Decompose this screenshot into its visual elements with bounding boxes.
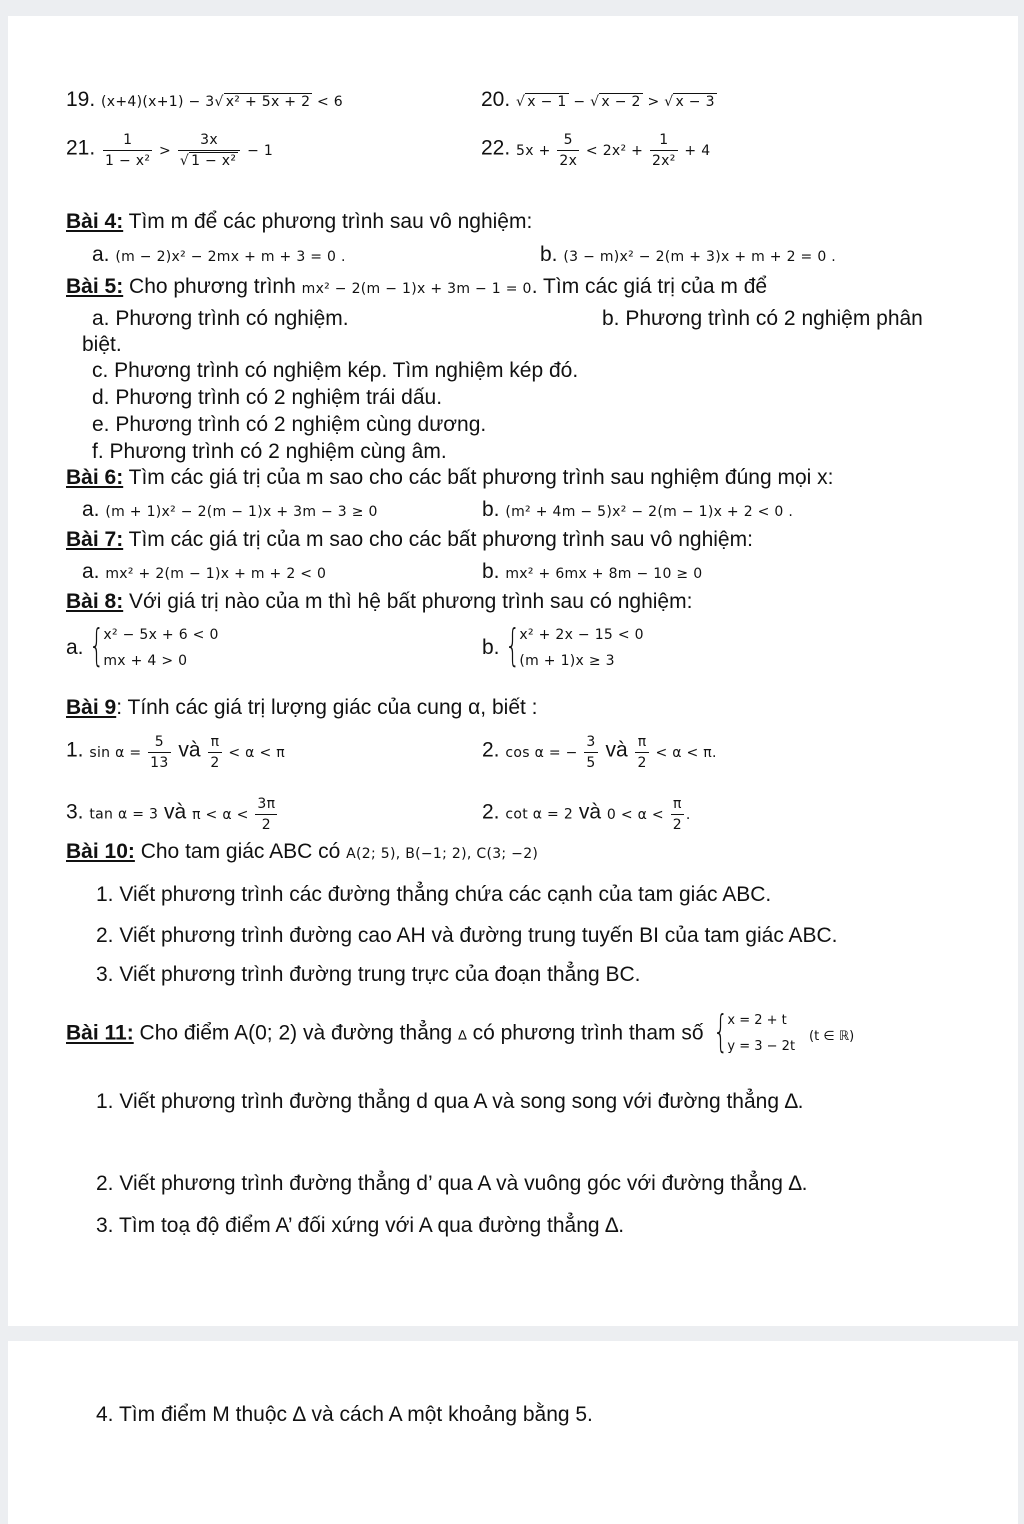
item-label: a. — [82, 498, 100, 521]
radicand: x − 1 — [527, 94, 567, 110]
expr-part: (x+4)(x+1) − 3 — [101, 94, 215, 110]
condition — [206, 734, 285, 771]
problem-number: 21. — [66, 136, 96, 160]
bai5-c — [92, 359, 578, 383]
equation: (m + 1)x² − 2(m − 1)x + 3m − 3 ≥ 0 — [105, 504, 378, 520]
and-word: và — [158, 800, 193, 824]
item-label: b. — [540, 243, 558, 266]
problem-number: 19. — [66, 88, 96, 111]
section-text: : Tính các giá trị lượng giác của cung α, biết : — [116, 696, 538, 719]
bai11-q2 — [96, 1172, 807, 1196]
section-text: Cho phương trình — [123, 275, 302, 298]
section-label: Bài 8: — [66, 590, 124, 613]
brace-icon: { — [89, 620, 105, 671]
equation: (m − 2)x² − 2mx + m + 3 = 0 . — [115, 249, 346, 265]
bai8-b — [482, 622, 644, 674]
denominator: 2 — [637, 755, 647, 771]
expr-part: − 1 — [242, 142, 274, 159]
equation: (3 − m)x² − 2(m + 3)x + m + 2 = 0 . — [563, 249, 837, 265]
expr-part: 5x + — [516, 142, 556, 159]
bai6-heading — [66, 466, 833, 490]
system-of-inequalities — [505, 622, 644, 674]
expr-part: < α < π. — [650, 744, 717, 761]
fraction — [650, 130, 678, 171]
bai7-a — [82, 560, 326, 586]
section-label: Bài 5: — [66, 275, 124, 298]
numerator: 3 — [584, 732, 597, 753]
bai5-f — [92, 440, 447, 464]
problem-number: 20. — [481, 88, 511, 111]
bai6-b — [482, 498, 793, 524]
system-row: y = 3 − 2t — [727, 1039, 796, 1054]
denominator: 2x² — [651, 153, 676, 169]
fraction — [178, 130, 240, 171]
bai7-b — [482, 560, 702, 586]
system-row: (m + 1)x ≥ 3 — [519, 653, 615, 669]
section-text: có phương trình tham số — [466, 1021, 710, 1045]
fraction — [255, 794, 277, 835]
expr-part: − — [568, 94, 591, 110]
bai11-heading — [66, 1008, 854, 1060]
item-text: 1. Viết phương trình các đường thẳng chứa các cạnh của tam giác ABC. — [96, 883, 772, 906]
section-text: Tìm các giá trị của m sao cho các bất phương trình sau nghiệm đúng mọi x: — [123, 466, 834, 489]
problem-number: 22. — [481, 136, 511, 160]
item-text: 3. Tìm toạ độ điểm A’ đối xứng với A qua đường thẳng ∆. — [96, 1214, 625, 1237]
item-label: b. — [482, 636, 500, 659]
item-text: 2. Viết phương trình đường thẳng d’ qua A và vuông góc với đường thẳng ∆. — [96, 1172, 808, 1195]
item-label: a. — [92, 243, 110, 266]
section-text: Với giá trị nào của m thì hệ bất phương trình sau có nghiệm: — [123, 590, 693, 613]
equation: mx² + 2(m − 1)x + m + 2 < 0 — [105, 566, 327, 582]
section-label: Bài 4: — [66, 210, 124, 233]
problem-22-expr — [516, 132, 711, 169]
expr-part: sin α = — [89, 744, 147, 761]
expr-part: < 2x² + — [581, 142, 648, 159]
condition: cot α = 2 — [505, 806, 574, 823]
expr-part: < 6 — [312, 94, 344, 110]
bai4-a — [92, 243, 346, 269]
item-label: b. — [482, 560, 500, 583]
system-row: mx + 4 > 0 — [103, 653, 188, 669]
numerator: 3x — [178, 130, 240, 151]
delta-symbol: ∆ — [458, 1028, 467, 1044]
expr-part: π < α < — [192, 806, 254, 823]
radicand: x² + 5x + 2 — [225, 94, 311, 110]
denominator: 2 — [261, 817, 271, 833]
expr-part: cos α = − — [505, 744, 583, 761]
item-text: biệt. — [82, 333, 122, 356]
numerator: 5 — [148, 732, 170, 753]
problem-20-expr: √ x − 1 − √ x − 2 > √ x − 3 — [516, 94, 715, 110]
and-word: và — [599, 738, 634, 762]
condition — [505, 734, 599, 771]
item-text: 3. Viết phương trình đường trung trực của đoạn thẳng BC. — [96, 963, 641, 986]
section-label: Bài 11: — [66, 1021, 134, 1045]
denominator: √ 1 − x² — [179, 153, 237, 169]
bai9-item-2 — [482, 732, 717, 773]
condition — [606, 796, 691, 833]
system-of-inequalities — [89, 622, 218, 674]
system-row: x = 2 + t — [727, 1013, 787, 1028]
item-label: 3. — [66, 800, 84, 824]
denominator: 2x — [559, 153, 578, 169]
denominator: 2 — [672, 817, 682, 833]
bai11-q3 — [96, 1214, 624, 1238]
bai4-heading — [66, 210, 532, 234]
bai8-a — [66, 622, 219, 674]
numerator: π — [208, 732, 221, 753]
bai9-item-3 — [66, 794, 279, 835]
bai7-heading — [66, 528, 753, 552]
parameter-condition: (t ∈ ℝ) — [809, 1028, 855, 1044]
problem-22 — [481, 130, 710, 171]
bai5-a — [92, 307, 349, 331]
equation: mx² − 2(m − 1)x + 3m − 1 = 0 — [301, 281, 532, 297]
fraction — [584, 732, 597, 773]
section-text: Cho tam giác ABC có — [134, 840, 347, 863]
problem-21-expr — [101, 132, 274, 169]
fraction — [671, 794, 684, 835]
bai5-d — [92, 386, 442, 410]
bai10-q2 — [96, 924, 838, 948]
section-label: Bài 7: — [66, 528, 124, 551]
section-text: Cho điểm A(0; 2) và đường thẳng — [133, 1021, 459, 1045]
brace-icon: { — [713, 1006, 729, 1057]
condition: tan α = 3 — [89, 806, 159, 823]
section-label: Bài 9 — [66, 696, 117, 719]
expr-part: . — [685, 806, 691, 823]
bai9-item-1 — [66, 732, 285, 773]
system-row: x² − 5x + 6 < 0 — [103, 627, 219, 643]
section-label: Bài 6: — [66, 466, 124, 489]
item-text: f. Phương trình có 2 nghiệm cùng âm. — [92, 440, 447, 463]
system-row: x² + 2x − 15 < 0 — [519, 627, 644, 643]
item-text: 1. Viết phương trình đường thẳng d qua A và song song với đường thẳng ∆. — [96, 1090, 804, 1113]
numerator: π — [635, 732, 648, 753]
fraction — [103, 130, 152, 171]
bai9-item-4 — [482, 794, 691, 835]
bai5-e — [92, 413, 486, 437]
item-label: 2. — [482, 800, 500, 824]
bai6-a — [82, 498, 378, 524]
denominator: 5 — [586, 755, 596, 771]
section-text: Tìm các giá trị của m sao cho các bất phương trình sau vô nghiệm: — [123, 528, 753, 551]
problem-19 — [66, 88, 343, 114]
radicand: x − 2 — [601, 94, 641, 110]
item-text: c. Phương trình có nghiệm kép. Tìm nghiệm kép đó. — [92, 359, 579, 382]
section-text: . Tìm các giá trị của m để — [531, 275, 768, 298]
item-text: b. Phương trình có 2 nghiệm phân — [602, 307, 923, 330]
radicand: x − 3 — [675, 94, 715, 110]
points: A(2; 5), B(−1; 2), C(3; −2) — [346, 846, 539, 862]
denominator: 2 — [210, 755, 220, 771]
item-text: e. Phương trình có 2 nghiệm cùng dương. — [92, 413, 487, 436]
item-text: 2. Viết phương trình đường cao AH và đường trung tuyến BI của tam giác ABC. — [96, 924, 838, 947]
and-word: và — [172, 738, 207, 762]
fraction — [148, 732, 170, 773]
radicand: 1 − x² — [191, 153, 237, 169]
bai10-q1 — [96, 883, 771, 907]
expr-part: < α < π — [223, 744, 285, 761]
item-label: 2. — [482, 738, 500, 762]
numerator: π — [671, 794, 684, 815]
bai8-heading — [66, 590, 692, 614]
problem-19-expr: (x+4)(x+1) − 3√ x² + 5x + 2 < 6 — [101, 94, 344, 110]
fraction — [208, 732, 221, 773]
numerator: 1 — [650, 130, 678, 151]
condition — [89, 734, 172, 771]
expr-part: 0 < α < — [606, 806, 669, 823]
item-label: a. — [66, 636, 84, 659]
problem-21 — [66, 130, 273, 171]
item-label: a. — [82, 560, 100, 583]
parametric-system — [713, 1008, 795, 1060]
numerator: 3π — [255, 794, 277, 815]
denominator: 13 — [150, 755, 169, 771]
item-text: d. Phương trình có 2 nghiệm trái dấu. — [92, 386, 443, 409]
bai5-b — [602, 307, 923, 331]
item-text: a. Phương trình có nghiệm. — [92, 307, 349, 330]
section-label: Bài 10: — [66, 840, 135, 863]
fraction — [557, 130, 579, 171]
bai10-q3 — [96, 963, 640, 987]
expr-part: > — [154, 142, 176, 159]
brace-icon: { — [505, 620, 521, 671]
bai11-q1 — [96, 1090, 804, 1114]
bai11-q4 — [96, 1403, 593, 1427]
equation: (m² + 4m − 5)x² − 2(m − 1)x + 2 < 0 . — [505, 504, 794, 520]
document-page-1 — [8, 16, 1018, 1326]
item-label: b. — [482, 498, 500, 521]
section-text: Tìm m để các phương trình sau vô nghiệm: — [123, 210, 533, 233]
document-page-2 — [8, 1341, 1018, 1524]
bai4-b — [540, 243, 836, 269]
item-label: 1. — [66, 738, 84, 762]
and-word: và — [573, 800, 607, 824]
bai5-heading — [66, 275, 767, 301]
denominator: 1 − x² — [105, 153, 151, 169]
fraction — [635, 732, 648, 773]
bai10-heading — [66, 840, 538, 866]
bai5-b-cont — [82, 333, 122, 357]
expr-part: > — [642, 94, 665, 110]
item-text: 4. Tìm điểm M thuộc ∆ và cách A một khoảng bằng 5. — [96, 1403, 593, 1426]
numerator: 1 — [103, 130, 152, 151]
bai9-heading — [66, 696, 538, 720]
expr-part: + 4 — [679, 142, 711, 159]
condition — [633, 734, 717, 771]
equation: mx² + 6mx + 8m − 10 ≥ 0 — [505, 566, 703, 582]
problem-20 — [481, 88, 717, 114]
numerator: 5 — [557, 130, 579, 151]
